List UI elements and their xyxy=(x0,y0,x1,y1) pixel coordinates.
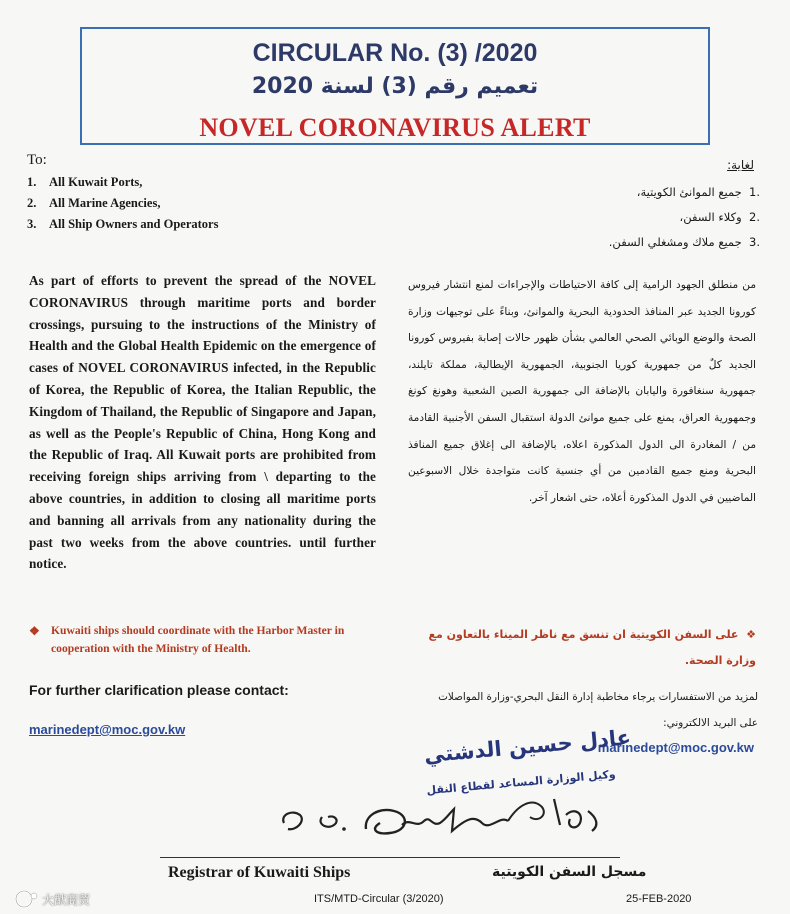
diamond-bullet-icon: ❖ xyxy=(746,628,756,641)
recipient-item: 2. All Marine Agencies, xyxy=(27,196,161,210)
recipient-item-ar: .1 جميع الموانئ الكويتية، xyxy=(636,185,760,199)
registrar-title-en: Registrar of Kuwaiti Ships xyxy=(168,864,351,881)
notice-text-ar: على السفن الكويتية ان تنسق مع ناظر الميناء بالتعاون مع وزارة الصحة. xyxy=(428,628,756,667)
recipient-item-ar: .3 جميع ملاك ومشغلي السفن. xyxy=(608,235,760,249)
footer-reference: ITS/MTD-Circular (3/2020) xyxy=(314,893,444,905)
email-link-ar[interactable]: marinedept@moc.gov.kw xyxy=(597,740,754,755)
recipient-item-ar: .2 وكلاء السفن، xyxy=(679,210,760,224)
footer-date: 25-FEB-2020 xyxy=(626,893,692,905)
contact-label-en: For further clarification please contact: xyxy=(29,682,289,698)
alert-title: NOVEL CORONAVIRUS ALERT xyxy=(199,113,591,142)
email-link-en[interactable]: marinedept@moc.gov.kw xyxy=(29,722,186,737)
body-text-en: As part of efforts to prevent the spread of the NOVEL CORONAVIRUS through maritime ports and border crossings, pursuing to the instructions of the Ministry of Health and the Global Health Epidemic on the emergence of cases of NOVEL CORONAVIRUS infected, in the Republic of Korea, the Republic of Korea, the Italian Republic, the Kingdom of Thailand, the Republic of Singapore and Japan, as well as the People's Republic of China, Hong Kong and the Republic of Iraq. All Kuwait ports are prohibited from receiving foreign ships arriving from \ departing to the above countries, in addition to closing all maritime ports and banning all arrivals from any nationality during the past two weeks from the above countries. until further notice. xyxy=(29,273,376,572)
to-label-ar: لغاية: xyxy=(727,158,754,172)
recipient-list-ar xyxy=(609,180,760,255)
diamond-bullet-icon: ❖ xyxy=(29,624,40,638)
recipient-item: 3. All Ship Owners and Operators xyxy=(27,217,219,231)
signature-name-ar: عادل حسين الدشتي xyxy=(423,725,632,768)
contact-label-ar: لمزيد من الاستفسارات يرجاء مخاطبة إدارة النقل البحري-وزارة المواصلات على البريد الالكتروني: xyxy=(438,691,758,729)
to-label: To: xyxy=(27,152,47,168)
handwritten-signature xyxy=(270,785,610,845)
watermark-text: 大猷商贸 xyxy=(42,893,91,907)
recipient-list-en xyxy=(27,172,218,235)
notice-text-en: Kuwaiti ships should coordinate with the Harbor Master in cooperation with the Ministry of Health. xyxy=(51,624,345,655)
body-text-ar: من منطلق الجهود الرامية إلى كافة الاحتياطات والإجراءات لمنع انتشار فيروس كورونا الجديد عبر المنافذ الحدودية البحرية والموانئ، وبناءً على توجيهات وزارة الصحة والوضع الوبائي الصحي العالمي بشأن ظهور حالات إصابة بفيروس كورونا الجديد كلٌ من جمهورية كوريا الجنوبية، الجمهورية الإيطالية، مملكة تايلند، جمهورية سنغافورة واليابان بالإضافة الى جمهورية الصين الشعبية وهونغ كونغ وجمهورية العراق، يمنع على جميع موانئ الدولة استقبال السفن الأجنبية القادمة من / المغادرة الى الدول المذكورة اعلاه، بالإضافة الى إغلاق جميع المنافذ البحرية ومنع جميع القادمين من أي جنسية كانت متواجدة خلال الاسبوعين الماضيين في الدول المذكورة أعلاه، حتى اشعار آخر. xyxy=(408,279,756,504)
recipient-item: 1. All Kuwait Ports, xyxy=(27,175,143,189)
signature-rule xyxy=(160,857,620,858)
registrar-title-ar: مسجل السفن الكويتية xyxy=(492,864,647,880)
circular-title-ar: تعميم رقم (3) لسنة 2020 xyxy=(251,74,539,99)
header-box xyxy=(80,27,710,145)
signature-title-ar: وكيل الوزارة المساعد لقطاع النقل xyxy=(426,767,617,798)
notice-ar xyxy=(410,622,756,674)
notice-en xyxy=(29,622,384,658)
circular-title-en: CIRCULAR No. (3) /2020 xyxy=(252,39,538,67)
